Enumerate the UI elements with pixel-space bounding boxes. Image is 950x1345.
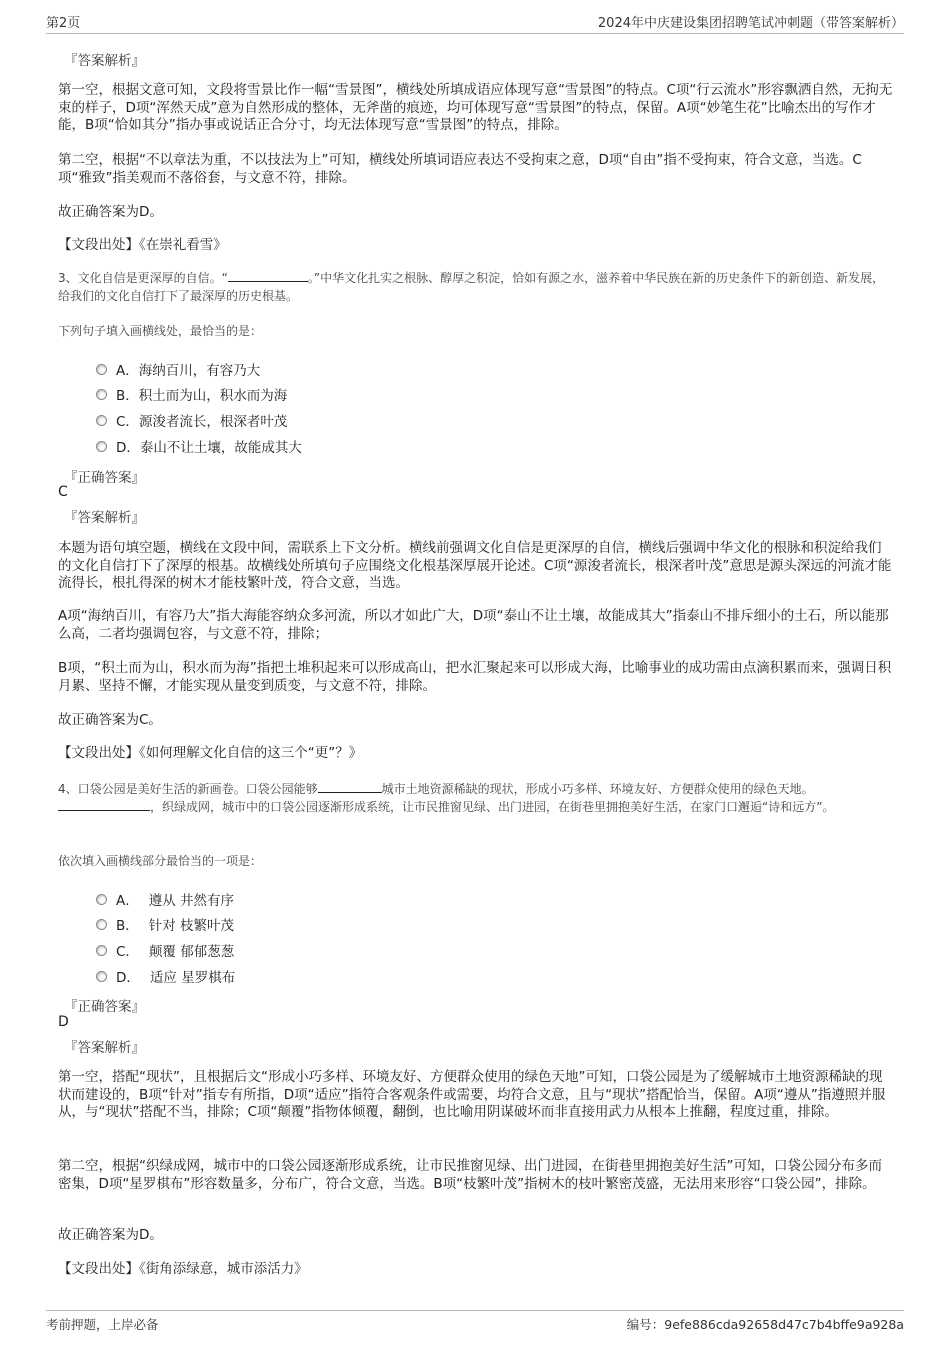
option-text: 积土而为山，积水而为海 xyxy=(138,388,288,404)
document-title: 2024年中庆建设集团招聘笔试冲刺题（带答案解析） xyxy=(597,16,904,31)
q2-analysis-p2: 第二空，根据“不以章法为重，不以技法为上”可知，横线处所填词语应表达不受拘束之意，D项“自由”指不受拘束，符合文意，当选。C项“雅致”指美观而不落俗套，与文意不符，排除。 xyxy=(58,152,862,186)
q2-analysis-label: 『答案解析』 xyxy=(64,53,145,69)
q3-correct-label: 『正确答案』 xyxy=(64,470,145,486)
radio-icon[interactable] xyxy=(96,389,107,400)
q4-blank-2 xyxy=(58,799,150,811)
radio-icon[interactable] xyxy=(96,364,107,375)
option-letter: B． xyxy=(116,388,139,404)
radio-icon[interactable] xyxy=(96,415,107,426)
page-number: 第2页 xyxy=(46,16,81,31)
q3-option-a[interactable] xyxy=(96,359,260,379)
footer-slogan: 考前押题，上岸必备 xyxy=(46,1317,159,1332)
q3-correct-answer: C xyxy=(58,484,68,500)
q3-analysis-p2: A项“海纳百川，有容乃大”指大海能容纳众多河流，所以才如此广大，D项“泰山不让土壤，故能成其大”指泰山不排斥细小的土石，所以能那么高，二者均强调包容，与文意不符，排除； xyxy=(58,608,889,642)
q4-source: 【文段出处】《街角添绿意，城市添活力》 xyxy=(58,1261,308,1277)
q4-blank-1 xyxy=(318,781,382,793)
option-text: 颠覆 郁郁葱葱 xyxy=(148,944,235,960)
q4-analysis-p2: 第二空，根据“织绿成网，城市中的口袋公园逐渐形成系统，让市民推窗见绿、出门进园，在街巷里拥抱美好生活”可知，口袋公园分布多而密集，D项“星罗棋布”形容数量多，分布广，符合文意，当选。B项“枝繁叶茂”指树木的枝叶繁密茂盛，无法用来形容“口袋公园”，排除。 xyxy=(58,1158,882,1192)
q3-option-b[interactable] xyxy=(96,384,287,404)
option-letter: A． xyxy=(116,893,139,909)
q4-option-a[interactable] xyxy=(96,889,234,909)
q4-correct-label: 『正确答案』 xyxy=(64,999,145,1015)
q3-prompt: 下列句子填入画横线处，最恰当的是： xyxy=(58,324,263,338)
option-text: 源浚者流长，根深者叶茂 xyxy=(138,414,288,430)
option-letter: C． xyxy=(116,414,139,430)
option-text: 海纳百川，有容乃大 xyxy=(138,363,261,379)
radio-icon[interactable] xyxy=(96,894,107,905)
q4-analysis-label: 『答案解析』 xyxy=(64,1040,145,1056)
q4-correct-answer: D xyxy=(58,1014,69,1030)
option-text: 适应 星罗棋布 xyxy=(149,970,236,986)
option-letter: D． xyxy=(116,440,140,456)
page-header xyxy=(46,10,904,34)
radio-icon[interactable] xyxy=(96,441,107,452)
q3-stem xyxy=(58,270,894,305)
q4-stem-end: ，织绿成网，城市中的口袋公园逐渐形成系统，让市民推窗见绿、出门进园，在街巷里拥抱美好生活，在家门口邂逅“诗和远方”。 xyxy=(150,799,835,814)
option-text: 泰山不让土壤，故能成其大 xyxy=(139,440,302,456)
q4-prompt: 依次填入画横线部分最恰当的一项是： xyxy=(58,854,263,868)
q4-stem-mid: 城市土地资源稀缺的现状，形成小巧多样、环境友好、方便群众使用的绿色天地。 xyxy=(381,782,814,796)
q4-option-c[interactable] xyxy=(96,940,234,960)
page-footer xyxy=(46,1310,904,1334)
q2-conclusion: 故正确答案为D。 xyxy=(58,204,163,220)
radio-icon[interactable] xyxy=(96,919,107,930)
document-id: 编号：9efe886cda92658d47c7b4bffe9a928a xyxy=(626,1317,904,1332)
q3-stem-start: 3、文化自信是更深厚的自信。“ xyxy=(58,271,228,285)
q3-conclusion: 故正确答案为C。 xyxy=(58,712,162,728)
q3-option-c[interactable] xyxy=(96,410,287,430)
option-letter: C． xyxy=(116,944,139,960)
q3-analysis-p1: 本题为语句填空题，横线在文段中间，需联系上下文分析。横线前强调文化自信是更深厚的自信，横线后强调中华文化的根脉和积淀给我们的文化自信打下了深厚的根基。故横线处所填句子应围绕文化根基深厚展开论述。C项“源浚者流长，根深者叶茂”意思是源头深远的河流才能流得长，根扎得深的树木才能枝繁叶茂，符合文意，当选。 xyxy=(58,540,892,591)
option-letter: A． xyxy=(116,363,139,379)
q4-stem xyxy=(58,781,894,816)
option-letter: D． xyxy=(116,970,140,986)
q4-analysis-p1: 第一空，搭配“现状”，且根据后文“形成小巧多样、环境友好、方便群众使用的绿色天地”可知，口袋公园是为了缓解城市土地资源稀缺的现状而建设的，B项“针对”指专有所指，D项“适应”指符合客观条件或需要，均符合文意，且与“现状”搭配恰当，保留。A项“遵从”指遵照并服从，与“现状”搭配不当，排除；C项“颠覆”指物体倾覆，翻倒，也比喻用阴谋破坏而非直接用武力从根本上推翻，程度过重，排除。 xyxy=(58,1069,886,1120)
radio-icon[interactable] xyxy=(96,945,107,956)
q3-analysis-p3: B项，“积土而为山，积水而为海”指把土堆积起来可以形成高山，把水汇聚起来可以形成大海，比喻事业的成功需由点滴积累而来，强调日积月累、坚持不懈，才能实现从量变到质变，与文意不符，排除。 xyxy=(58,660,892,694)
q2-analysis-p1: 第一空，根据文意可知，文段将雪景比作一幅“雪景图”，横线处所填成语应体现写意“雪景图”的特点。C项“行云流水”形容飘洒自然，无拘无束的样子，D项“浑然天成”意为自然形成的整体，无斧凿的痕迹，均可体现写意“雪景图”的特点，保留。A项“妙笔生花”比喻杰出的写作才能，B项“恰如其分”指办事或说话正合分寸，均无法体现写意“雪景图”的特点，排除。 xyxy=(58,82,893,133)
q3-stem-end: 。”中华文化扎实之根脉、醇厚之积淀，恰如有源之水，滋养着中华民族在新的历史条件下的新创造、新发展，给我们的文化自信打下了最深厚的历史根基。 xyxy=(58,271,885,303)
option-text: 遵从 井然有序 xyxy=(148,893,235,909)
option-letter: B． xyxy=(116,918,139,934)
q2-source: 【文段出处】《在崇礼看雪》 xyxy=(58,237,227,253)
radio-icon[interactable] xyxy=(96,971,107,982)
q3-source: 【文段出处】《如何理解文化自信的这三个“更”？》 xyxy=(58,745,363,761)
option-text: 针对 枝繁叶茂 xyxy=(148,918,235,934)
q4-option-b[interactable] xyxy=(96,914,234,934)
q4-stem-start: 4、口袋公园是美好生活的新画卷。口袋公园能够 xyxy=(58,782,318,796)
q3-option-d[interactable] xyxy=(96,436,302,456)
q3-analysis-label: 『答案解析』 xyxy=(64,510,145,526)
q3-blank xyxy=(228,270,308,282)
q4-option-d[interactable] xyxy=(96,966,235,986)
q4-conclusion: 故正确答案为D。 xyxy=(58,1227,163,1243)
